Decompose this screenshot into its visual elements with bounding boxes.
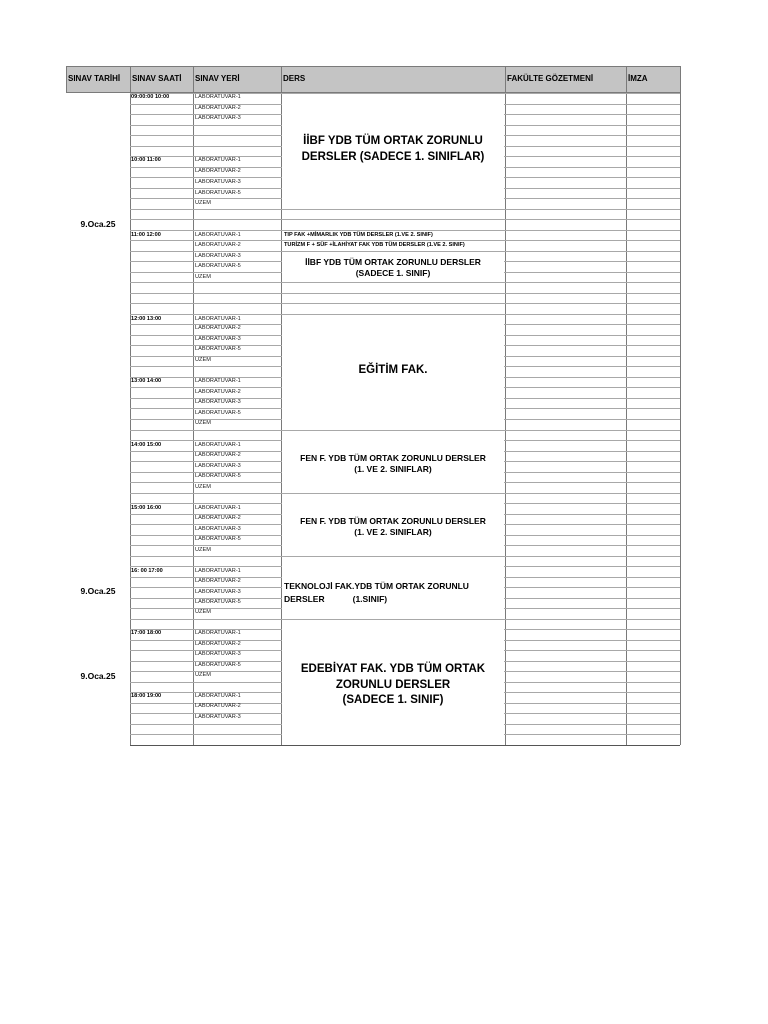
room-cell: LABORATUVAR-5 <box>195 190 241 196</box>
room-cell: LABORATUVAR-2 <box>195 325 241 331</box>
room-cell: LABORATUVAR-1 <box>195 316 241 322</box>
grid-horizontal-line <box>130 219 680 220</box>
room-cell: LABORATUVAR-2 <box>195 389 241 395</box>
course-teknoloji-line2b: (1.SINIF) <box>352 593 388 604</box>
room-cell: LABORATUVAR-3 <box>195 714 241 720</box>
room-cell: LABORATUVAR-5 <box>195 410 241 416</box>
room-cell: LABORATUVAR-2 <box>195 578 241 584</box>
grid-horizontal-line <box>130 430 680 431</box>
header-proctor: FAKÜLTE GÖZETMENİ <box>507 74 594 83</box>
room-cell: LABORATUVAR-3 <box>195 526 241 532</box>
course-fen-second <box>282 516 504 539</box>
room-cell: LABORATUVAR-2 <box>195 703 241 709</box>
room-cell: LABORATUVAR-5 <box>195 662 241 668</box>
course-teknoloji <box>284 580 504 605</box>
time-1500: 15:00 16:00 <box>131 505 162 511</box>
room-cell: LABORATUVAR-3 <box>195 463 241 469</box>
time-1100: 11:00 12:00 <box>131 232 161 238</box>
room-cell: LABORATUVAR-5 <box>195 263 241 269</box>
room-cell: LABORATUVAR-3 <box>195 253 241 259</box>
room-cell: UZEM <box>195 547 211 553</box>
room-cell: LABORATUVAR-2 <box>195 452 241 458</box>
room-cell: LABORATUVAR-5 <box>195 473 241 479</box>
time-1300: 13:00 14:00 <box>131 378 162 384</box>
course-fen-first-line1: FEN F. YDB TÜM ORTAK ZORUNLU DERSLER <box>300 453 486 463</box>
room-cell: LABORATUVAR-5 <box>195 599 241 605</box>
room-cell: UZEM <box>195 274 211 280</box>
course-fen-second-line1: FEN F. YDB TÜM ORTAK ZORUNLU DERSLER <box>300 516 486 526</box>
course-iibf-second-line2: (SADECE 1. SINIF) <box>355 268 431 279</box>
room-cell: LABORATUVAR-1 <box>195 568 241 574</box>
course-fen-second-line2: (1. VE 2. SINIFLAR) <box>354 527 432 538</box>
time-1200: 12:00 13:00 <box>131 316 162 322</box>
room-cell: LABORATUVAR-1 <box>195 378 241 384</box>
room-cell: LABORATUVAR-3 <box>195 589 241 595</box>
course-teknoloji-line1: TEKNOLOJİ FAK.YDB TÜM ORTAK ZORUNLU <box>284 581 469 591</box>
room-cell: LABORATUVAR-2 <box>195 105 241 111</box>
grid-horizontal-line <box>130 303 680 304</box>
course-iibf-first-text: İİBF YDB TÜM ORTAK ZORUNLU DERSLER (SADECE 1. SINIFLAR) <box>301 135 485 163</box>
course-egitim: EĞİTİM FAK. <box>358 364 428 376</box>
room-cell: LABORATUVAR-5 <box>195 346 241 352</box>
room-cell: LABORATUVAR-5 <box>195 536 241 542</box>
grid-horizontal-line <box>130 293 680 294</box>
room-cell: LABORATUVAR-1 <box>195 505 241 511</box>
course-edebiyat-line2: ZORUNLU DERSLER <box>335 678 451 691</box>
header-signature: İMZA <box>628 74 648 83</box>
course-turizm: TURİZM F + SÜF +İLAHİYAT FAK YDB TÜM DERSLER (1.VE 2. SINIF) <box>284 242 465 248</box>
room-cell: LABORATUVAR-3 <box>195 115 241 121</box>
course-teknoloji-line2a: DERSLER <box>284 593 325 604</box>
course-fen-first-line2: (1. VE 2. SINIFLAR) <box>354 464 432 475</box>
course-fen-first <box>282 453 504 476</box>
header-date: SINAV TARİHİ <box>68 74 121 83</box>
grid-horizontal-line <box>130 282 680 283</box>
header-course: DERS <box>283 74 306 83</box>
course-edebiyat-line1: EDEBİYAT FAK. YDB TÜM ORTAK <box>300 663 486 675</box>
grid-vertical-line <box>66 66 67 93</box>
room-cell: LABORATUVAR-2 <box>195 242 241 248</box>
grid-horizontal-line <box>130 745 680 746</box>
room-cell: UZEM <box>195 609 211 615</box>
course-teknoloji-line2 <box>284 593 504 606</box>
room-cell: LABORATUVAR-2 <box>195 515 241 521</box>
room-cell: UZEM <box>195 200 211 206</box>
grid-horizontal-line <box>130 209 680 210</box>
grid-vertical-line <box>680 66 681 745</box>
room-cell: LABORATUVAR-1 <box>195 232 241 238</box>
grid-horizontal-line <box>130 619 680 620</box>
course-iibf-second-line1: İİBF YDB TÜM ORTAK ZORUNLU DERSLER <box>305 257 481 267</box>
room-cell: UZEM <box>195 672 211 678</box>
time-1600: 16: 00 17:00 <box>131 568 163 574</box>
course-iibf-second <box>282 257 504 280</box>
exam-date-2: 9.Oca.25 <box>80 586 116 596</box>
exam-date-3: 9.Oca.25 <box>80 671 116 681</box>
room-cell: LABORATUVAR-3 <box>195 399 241 405</box>
grid-horizontal-line <box>130 493 680 494</box>
header-time: SINAV SAATİ <box>132 74 182 83</box>
room-cell: UZEM <box>195 357 211 363</box>
time-1700: 17:00 18:00 <box>131 630 162 636</box>
room-cell: LABORATUVAR-3 <box>195 179 241 185</box>
grid-horizontal-line <box>130 556 680 557</box>
room-cell: LABORATUVAR-3 <box>195 336 241 342</box>
room-cell: LABORATUVAR-1 <box>195 693 241 699</box>
course-tip: TIP FAK +MİMARLIK YDB TÜM DERSLER (1.VE 2. SINIF) <box>284 232 433 238</box>
header-place: SINAV YERİ <box>195 74 240 83</box>
course-edebiyat <box>282 662 504 709</box>
course-edebiyat-line3: (SADECE 1. SINIF) <box>342 694 444 706</box>
course-iibf-first <box>290 134 496 165</box>
room-cell: LABORATUVAR-1 <box>195 442 241 448</box>
time-1400: 14:00 15:00 <box>131 442 162 448</box>
room-cell: UZEM <box>195 420 211 426</box>
exam-date-1: 9.Oca.25 <box>80 219 116 229</box>
time-1000: 10:00 11:00 <box>131 157 161 163</box>
time-1800: 18:00 19:00 <box>131 693 162 699</box>
time-0900: 09:00:00 10:00 <box>131 94 170 100</box>
room-cell: LABORATUVAR-2 <box>195 641 241 647</box>
room-cell: LABORATUVAR-1 <box>195 157 241 163</box>
room-cell: UZEM <box>195 484 211 490</box>
room-cell: LABORATUVAR-3 <box>195 651 241 657</box>
room-cell: LABORATUVAR-1 <box>195 630 241 636</box>
room-cell: LABORATUVAR-1 <box>195 94 241 100</box>
room-cell: LABORATUVAR-2 <box>195 168 241 174</box>
